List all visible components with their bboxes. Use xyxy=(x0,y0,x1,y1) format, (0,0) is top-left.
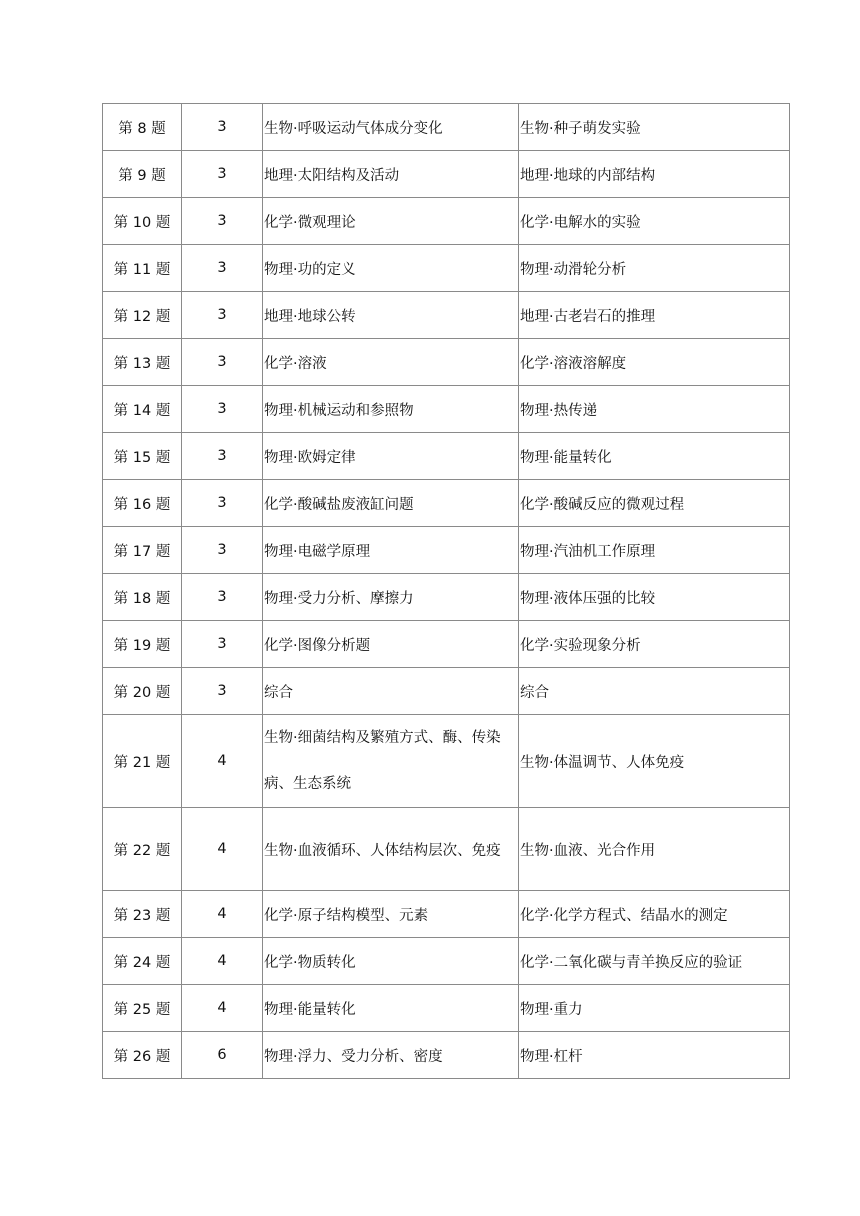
score-cell: 4 xyxy=(182,808,263,891)
topic-a-cell: 化学·溶液 xyxy=(263,339,519,386)
question-cell: 第 10 题 xyxy=(103,198,182,245)
score-cell: 3 xyxy=(182,527,263,574)
topic-a-cell: 物理·浮力、受力分析、密度 xyxy=(263,1032,519,1079)
topic-a-cell: 化学·原子结构模型、元素 xyxy=(263,891,519,938)
topic-b-cell: 物理·汽油机工作原理 xyxy=(519,527,790,574)
score-cell: 3 xyxy=(182,104,263,151)
question-cell: 第 17 题 xyxy=(103,527,182,574)
question-cell: 第 26 题 xyxy=(103,1032,182,1079)
topic-a-cell: 化学·图像分析题 xyxy=(263,621,519,668)
question-cell: 第 19 题 xyxy=(103,621,182,668)
topic-b-cell: 地理·古老岩石的推理 xyxy=(519,292,790,339)
question-cell: 第 9 题 xyxy=(103,151,182,198)
score-cell: 3 xyxy=(182,386,263,433)
score-cell: 3 xyxy=(182,198,263,245)
table-row xyxy=(103,433,790,480)
question-cell: 第 14 题 xyxy=(103,386,182,433)
topic-b-cell: 物理·液体压强的比较 xyxy=(519,574,790,621)
table-row xyxy=(103,386,790,433)
table-row xyxy=(103,292,790,339)
question-cell: 第 22 题 xyxy=(103,808,182,891)
table-row xyxy=(103,527,790,574)
table-row xyxy=(103,480,790,527)
question-cell: 第 12 题 xyxy=(103,292,182,339)
question-cell: 第 8 题 xyxy=(103,104,182,151)
topic-a-cell: 化学·微观理论 xyxy=(263,198,519,245)
question-cell: 第 11 题 xyxy=(103,245,182,292)
table-row xyxy=(103,668,790,715)
score-cell: 3 xyxy=(182,151,263,198)
topic-b-cell: 化学·二氧化碳与青羊换反应的验证 xyxy=(519,938,790,985)
exam-topic-table xyxy=(102,103,790,1079)
topic-b-cell: 生物·种子萌发实验 xyxy=(519,104,790,151)
score-cell: 3 xyxy=(182,668,263,715)
score-cell: 4 xyxy=(182,891,263,938)
question-cell: 第 23 题 xyxy=(103,891,182,938)
topic-b-cell: 物理·杠杆 xyxy=(519,1032,790,1079)
topic-b-cell: 化学·化学方程式、结晶水的测定 xyxy=(519,891,790,938)
table-row xyxy=(103,808,790,891)
question-cell: 第 18 题 xyxy=(103,574,182,621)
topic-b-cell: 物理·动滑轮分析 xyxy=(519,245,790,292)
topic-a-cell: 化学·酸碱盐废液缸问题 xyxy=(263,480,519,527)
question-cell: 第 20 题 xyxy=(103,668,182,715)
score-cell: 3 xyxy=(182,621,263,668)
topic-a-cell: 物理·功的定义 xyxy=(263,245,519,292)
score-cell: 3 xyxy=(182,480,263,527)
score-cell: 4 xyxy=(182,715,263,808)
topic-a-cell: 生物·血液循环、人体结构层次、免疫 xyxy=(263,808,519,891)
topic-b-cell: 化学·酸碱反应的微观过程 xyxy=(519,480,790,527)
topic-b-cell: 化学·实验现象分析 xyxy=(519,621,790,668)
question-cell: 第 13 题 xyxy=(103,339,182,386)
table-row xyxy=(103,891,790,938)
score-cell: 6 xyxy=(182,1032,263,1079)
question-cell: 第 25 题 xyxy=(103,985,182,1032)
score-cell: 3 xyxy=(182,574,263,621)
topic-a-cell: 综合 xyxy=(263,668,519,715)
topic-a-cell xyxy=(263,715,519,808)
topic-a-cell: 生物·呼吸运动气体成分变化 xyxy=(263,104,519,151)
topic-b-cell: 物理·能量转化 xyxy=(519,433,790,480)
topic-b-cell: 化学·溶液溶解度 xyxy=(519,339,790,386)
table-row xyxy=(103,198,790,245)
question-cell: 第 21 题 xyxy=(103,715,182,808)
table-row xyxy=(103,574,790,621)
score-cell: 3 xyxy=(182,245,263,292)
score-cell: 3 xyxy=(182,292,263,339)
table-row xyxy=(103,1032,790,1079)
table-row xyxy=(103,938,790,985)
question-cell: 第 16 题 xyxy=(103,480,182,527)
table-row xyxy=(103,339,790,386)
topic-a-cell: 物理·电磁学原理 xyxy=(263,527,519,574)
table-row xyxy=(103,715,790,808)
topic-a-cell: 物理·能量转化 xyxy=(263,985,519,1032)
topic-a-cell: 物理·欧姆定律 xyxy=(263,433,519,480)
table-row xyxy=(103,621,790,668)
table-row xyxy=(103,104,790,151)
topic-a-cell: 物理·受力分析、摩擦力 xyxy=(263,574,519,621)
table-row xyxy=(103,151,790,198)
question-cell: 第 15 题 xyxy=(103,433,182,480)
topic-b-cell: 生物·体温调节、人体免疫 xyxy=(519,715,790,808)
score-cell: 3 xyxy=(182,339,263,386)
topic-b-cell: 综合 xyxy=(519,668,790,715)
table-row xyxy=(103,245,790,292)
question-cell: 第 24 题 xyxy=(103,938,182,985)
topic-a-cell: 物理·机械运动和参照物 xyxy=(263,386,519,433)
topic-a-line: 病、生态系统 xyxy=(264,776,351,792)
topic-b-cell: 生物·血液、光合作用 xyxy=(519,808,790,891)
topic-b-cell: 地理·地球的内部结构 xyxy=(519,151,790,198)
topic-a-cell: 地理·地球公转 xyxy=(263,292,519,339)
score-cell: 4 xyxy=(182,938,263,985)
topic-a-cell: 地理·太阳结构及活动 xyxy=(263,151,519,198)
score-cell: 3 xyxy=(182,433,263,480)
topic-b-cell: 物理·重力 xyxy=(519,985,790,1032)
score-cell: 4 xyxy=(182,985,263,1032)
table-row xyxy=(103,985,790,1032)
topic-b-cell: 物理·热传递 xyxy=(519,386,790,433)
topic-b-cell: 化学·电解水的实验 xyxy=(519,198,790,245)
topic-a-line: 生物·细菌结构及繁殖方式、酶、传染 xyxy=(264,730,501,746)
topic-a-cell: 化学·物质转化 xyxy=(263,938,519,985)
